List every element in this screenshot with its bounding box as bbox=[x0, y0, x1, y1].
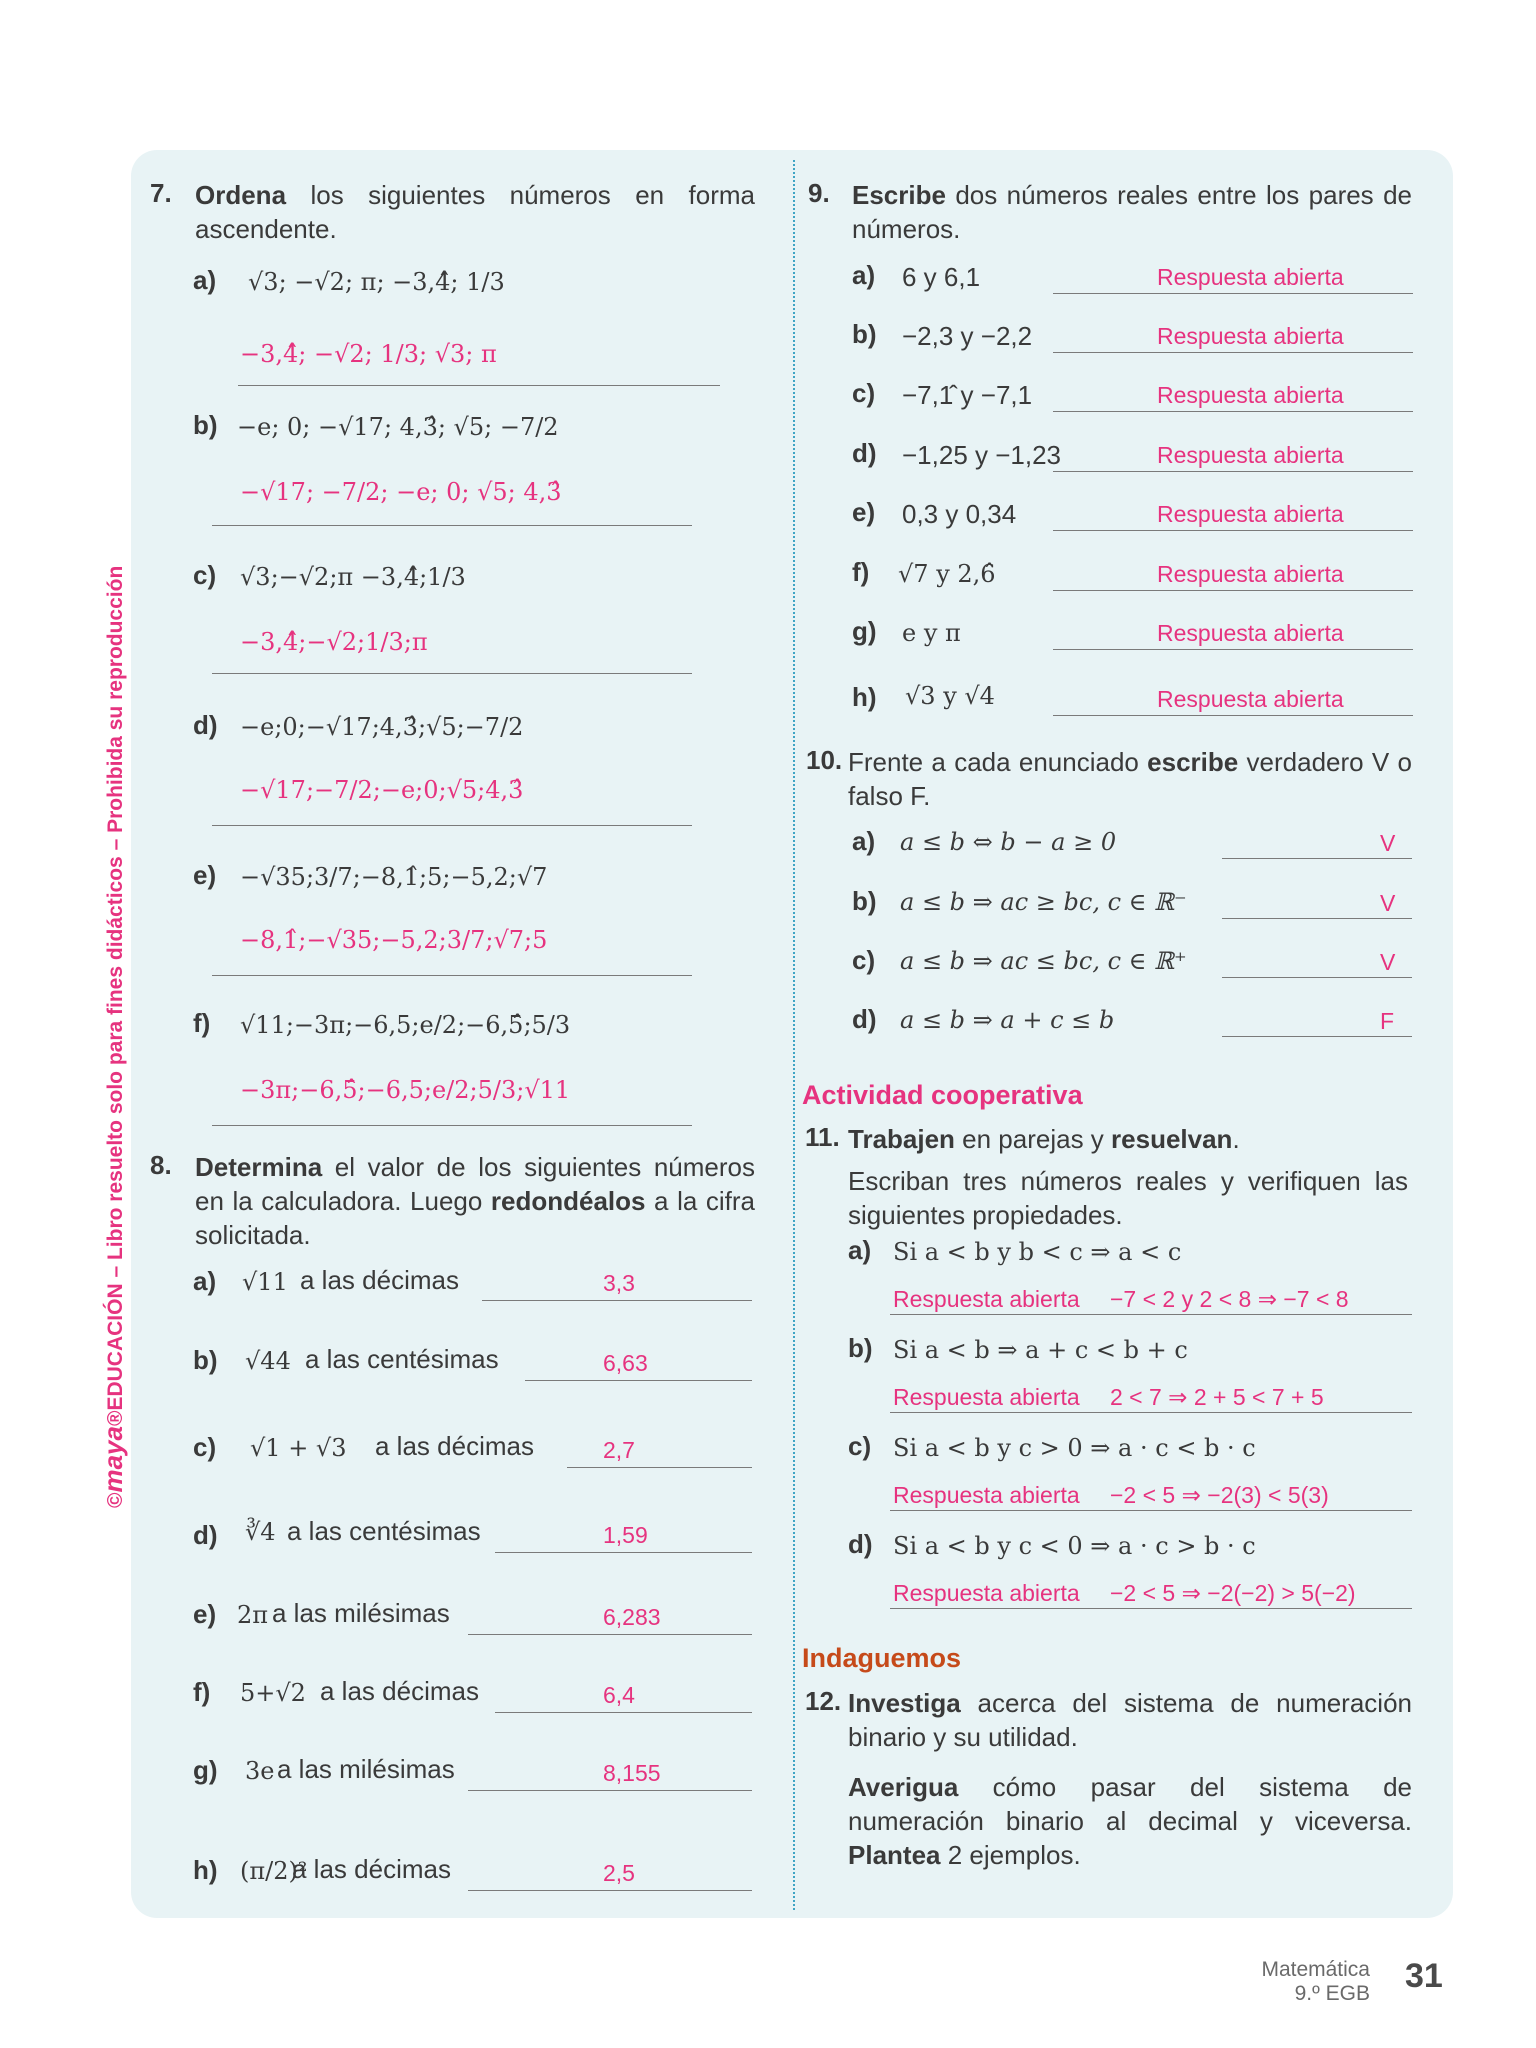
q11-prompt: Trabajen en parejas y resuelvan. bbox=[848, 1124, 1240, 1154]
q7d-given: −e;0;−√17;4,3̂;√5;−7/2 bbox=[240, 713, 524, 741]
q9a-line bbox=[1053, 293, 1413, 294]
column-divider bbox=[793, 160, 795, 1910]
q9d-pair: −1,25 y −1,23 bbox=[902, 440, 1062, 470]
q8e-label: e) bbox=[193, 1599, 217, 1629]
q8g-text: a las milésimas bbox=[277, 1754, 455, 1784]
q11a-prop: Si a < b y b < c ⇒ a < c bbox=[893, 1238, 1182, 1266]
q8e-text: a las milésimas bbox=[272, 1598, 450, 1628]
q8h-label: h) bbox=[193, 1855, 218, 1885]
q8f-expr: 5+√2 bbox=[240, 1679, 306, 1707]
q7a-answer: −3,4̂; −√2; 1/3; √3; π bbox=[240, 340, 497, 368]
q9h-label: h) bbox=[852, 682, 877, 712]
q8e-expr: 2π bbox=[237, 1601, 269, 1629]
q8b-label: b) bbox=[193, 1345, 218, 1375]
q7b-given: −e; 0; −√17; 4,3̂; √5; −7/2 bbox=[237, 413, 559, 441]
q9b-label: b) bbox=[852, 319, 877, 349]
q11c-example: −2 < 5 ⇒ −2(3) < 5(3) bbox=[1110, 1482, 1329, 1508]
q9b-line bbox=[1053, 352, 1413, 353]
q10c-label: c) bbox=[852, 945, 876, 975]
q8c-answer: 2,7 bbox=[603, 1437, 635, 1463]
q9h-line bbox=[1053, 715, 1413, 716]
q7a-given: √3; −√2; π; −3,4̂; 1/3 bbox=[248, 268, 505, 296]
q9b-answer: Respuesta abierta bbox=[1157, 323, 1344, 349]
q8d-line bbox=[495, 1552, 752, 1553]
q7c-given: √3;−√2;π −3,4̂;1/3 bbox=[240, 563, 466, 591]
q9c-label: c) bbox=[852, 378, 876, 408]
q7b-label: b) bbox=[193, 410, 218, 440]
q8b-text: a las centésimas bbox=[305, 1344, 499, 1374]
q7-number: 7. bbox=[150, 178, 172, 208]
q11-number: 11. bbox=[805, 1122, 840, 1152]
q10b-line bbox=[1222, 918, 1412, 919]
q7e-given: −√35;3/7;−8,1̂;5;−5,2;√7 bbox=[240, 863, 548, 891]
q8a-line bbox=[482, 1300, 752, 1301]
q8h-text: a las décimas bbox=[292, 1854, 451, 1884]
q8h-expr: (π/2)² bbox=[240, 1857, 308, 1885]
q9b-pair: −2,3 y −2,2 bbox=[902, 321, 1033, 351]
q7d-label: d) bbox=[193, 710, 218, 740]
q9-number: 9. bbox=[808, 178, 830, 208]
section-heading-indaguemos: Indaguemos bbox=[802, 1643, 962, 1673]
q9g-answer: Respuesta abierta bbox=[1157, 620, 1344, 646]
q8f-label: f) bbox=[193, 1677, 211, 1707]
q9g-label: g) bbox=[852, 616, 877, 646]
q10d-line bbox=[1222, 1036, 1412, 1037]
q11a-line bbox=[890, 1314, 1412, 1315]
q7e-line bbox=[212, 975, 692, 976]
section-heading-cooperativa: Actividad cooperativa bbox=[802, 1080, 1083, 1110]
q8c-text: a las décimas bbox=[375, 1431, 534, 1461]
q10-number: 10. bbox=[806, 745, 843, 775]
q8d-answer: 1,59 bbox=[603, 1522, 648, 1548]
q10b-answer: V bbox=[1380, 890, 1396, 916]
q8a-answer: 3,3 bbox=[603, 1270, 635, 1296]
q7a-label: a) bbox=[193, 265, 217, 295]
q9g-line bbox=[1053, 649, 1413, 650]
q8-prompt: Determina el valor de los siguientes números en la calculadora. Luego redondéalos a la cifra solicitada. bbox=[195, 1152, 755, 1250]
footer-grade: 9.º EGB bbox=[1294, 1982, 1370, 2005]
q11-intro: Escriban tres números reales y verifiquen las siguientes propiedades. bbox=[848, 1166, 1408, 1230]
q8a-label: a) bbox=[193, 1266, 217, 1296]
q11b-example: 2 < 7 ⇒ 2 + 5 < 7 + 5 bbox=[1110, 1384, 1324, 1410]
q11d-line bbox=[890, 1608, 1412, 1609]
q7e-label: e) bbox=[193, 860, 217, 890]
q8a-expr: √11 bbox=[242, 1268, 288, 1296]
q9f-pair: √7 y 2,6̂ bbox=[898, 560, 996, 588]
q8e-line bbox=[468, 1634, 752, 1635]
q8c-label: c) bbox=[193, 1432, 217, 1462]
q8c-line bbox=[567, 1467, 752, 1468]
page-number: 31 bbox=[1405, 1957, 1443, 1995]
sidebar-copyright: ©maya®EDUCACIÓN – Libro resuelto solo para fines didácticos – Prohibida su reproducción bbox=[98, 565, 128, 1508]
q7d-line bbox=[212, 825, 692, 826]
q7c-line bbox=[212, 673, 692, 674]
q7c-answer: −3,4̂;−√2;1/3;π bbox=[240, 628, 428, 656]
q7f-answer: −3π;−6,5̂;−6,5;e/2;5/3;√11 bbox=[240, 1076, 571, 1104]
q11d-label: d) bbox=[848, 1529, 873, 1559]
q10-prompt: Frente a cada enunciado escribe verdadero V o falso F. bbox=[848, 747, 1412, 811]
q9h-answer: Respuesta abierta bbox=[1157, 686, 1344, 712]
q9h-pair: √3 y √4 bbox=[905, 682, 995, 710]
q9d-line bbox=[1053, 471, 1413, 472]
q7b-answer: −√17; −7/2; −e; 0; √5; 4,3̂ bbox=[240, 478, 562, 506]
q8g-label: g) bbox=[193, 1755, 218, 1785]
q7a-line bbox=[238, 385, 720, 386]
q8b-expr: √44 bbox=[245, 1347, 291, 1375]
q10c-line bbox=[1222, 977, 1412, 978]
footer-subject: Matemática bbox=[1261, 1958, 1370, 1981]
q8h-line bbox=[468, 1890, 752, 1891]
q7f-given: √11;−3π;−6,5;e/2;−6,5̂;5/3 bbox=[240, 1011, 571, 1039]
q9a-answer: Respuesta abierta bbox=[1157, 264, 1344, 290]
q11a-answer: Respuesta abierta bbox=[893, 1286, 1080, 1312]
q7e-answer: −8,1̂;−√35;−5,2;3/7;√7;5 bbox=[240, 926, 548, 954]
q8c-expr: √1 + √3 bbox=[250, 1434, 347, 1462]
q11d-example: −2 < 5 ⇒ −2(−2) > 5(−2) bbox=[1110, 1580, 1356, 1606]
q8f-answer: 6,4 bbox=[603, 1682, 635, 1708]
q7c-label: c) bbox=[193, 560, 217, 590]
q8g-line bbox=[468, 1790, 752, 1791]
q12-prompt-2: Averigua cómo pasar del sistema de numeración binario al decimal y viceversa. Plantea 2 ejemplos. bbox=[848, 1772, 1412, 1870]
q8d-text: a las centésimas bbox=[287, 1516, 481, 1546]
q10b-label: b) bbox=[852, 886, 877, 916]
q9f-line bbox=[1053, 590, 1413, 591]
q9c-pair: −7,1̂ y −7,1 bbox=[902, 380, 1033, 410]
q11c-label: c) bbox=[848, 1431, 872, 1461]
q12-number: 12. bbox=[805, 1686, 842, 1716]
q9d-label: d) bbox=[852, 438, 877, 468]
q11c-answer: Respuesta abierta bbox=[893, 1482, 1080, 1508]
q9f-label: f) bbox=[852, 557, 870, 587]
q10c-stmt: a ≤ b ⇒ ac ≤ bc, c ∈ ℝ⁺ bbox=[900, 947, 1187, 975]
q11b-prop: Si a < b ⇒ a + c < b + c bbox=[893, 1336, 1188, 1364]
q11b-label: b) bbox=[848, 1333, 873, 1363]
q8a-text: a las décimas bbox=[300, 1265, 459, 1295]
q9-prompt: Escribe dos números reales entre los pares de números. bbox=[852, 180, 1412, 244]
q9f-answer: Respuesta abierta bbox=[1157, 561, 1344, 587]
q11a-label: a) bbox=[848, 1235, 872, 1265]
q10d-stmt: a ≤ b ⇒ a + c ≤ b bbox=[900, 1006, 1115, 1034]
q9e-line bbox=[1053, 530, 1413, 531]
q9e-answer: Respuesta abierta bbox=[1157, 501, 1344, 527]
q9c-line bbox=[1053, 411, 1413, 412]
q7-prompt: Ordena los siguientes números en forma ascendente. bbox=[195, 180, 755, 244]
q10b-stmt: a ≤ b ⇒ ac ≥ bc, c ∈ ℝ⁻ bbox=[900, 888, 1187, 916]
q9e-pair: 0,3 y 0,34 bbox=[902, 499, 1017, 529]
q9d-answer: Respuesta abierta bbox=[1157, 442, 1344, 468]
q9a-pair: 6 y 6,1 bbox=[902, 262, 981, 292]
q11a-example: −7 < 2 y 2 < 8 ⇒ −7 < 8 bbox=[1110, 1286, 1349, 1312]
q10d-answer: F bbox=[1380, 1008, 1395, 1034]
q7b-line bbox=[212, 525, 692, 526]
q10a-label: a) bbox=[852, 826, 876, 856]
q11c-line bbox=[890, 1510, 1412, 1511]
q8f-line bbox=[495, 1712, 752, 1713]
q11b-answer: Respuesta abierta bbox=[893, 1384, 1080, 1410]
q7f-label: f) bbox=[193, 1008, 211, 1038]
q11b-line bbox=[890, 1412, 1412, 1413]
maya-logo: maya bbox=[98, 1426, 128, 1493]
q9g-pair: e y π bbox=[902, 619, 961, 647]
q8d-label: d) bbox=[193, 1520, 218, 1550]
q7d-answer: −√17;−7/2;−e;0;√5;4,3̂ bbox=[240, 776, 524, 804]
q8g-answer: 8,155 bbox=[603, 1760, 661, 1786]
q8b-answer: 6,63 bbox=[603, 1350, 648, 1376]
q8h-answer: 2,5 bbox=[603, 1860, 635, 1886]
q10c-answer: V bbox=[1380, 949, 1396, 975]
q8g-expr: 3e bbox=[245, 1757, 275, 1785]
q8d-expr: ∛4 bbox=[245, 1518, 276, 1546]
q10d-label: d) bbox=[852, 1004, 877, 1034]
q11d-prop: Si a < b y c < 0 ⇒ a · c > b · c bbox=[893, 1532, 1256, 1560]
q9c-answer: Respuesta abierta bbox=[1157, 382, 1344, 408]
q9e-label: e) bbox=[852, 497, 876, 527]
q12-prompt: Investiga acerca del sistema de numeración binario y su utilidad. bbox=[848, 1688, 1412, 1752]
q8-number: 8. bbox=[150, 1150, 172, 1180]
q8e-answer: 6,283 bbox=[603, 1604, 661, 1630]
q11c-prop: Si a < b y c > 0 ⇒ a · c < b · c bbox=[893, 1434, 1256, 1462]
q9a-label: a) bbox=[852, 260, 876, 290]
q8b-line bbox=[525, 1380, 752, 1381]
q10a-stmt: a ≤ b ⇔ b − a ≥ 0 bbox=[900, 828, 1117, 856]
q10a-line bbox=[1222, 858, 1412, 859]
q8f-text: a las décimas bbox=[320, 1676, 479, 1706]
q7f-line bbox=[212, 1125, 692, 1126]
q10a-answer: V bbox=[1380, 830, 1396, 856]
q11d-answer: Respuesta abierta bbox=[893, 1580, 1080, 1606]
